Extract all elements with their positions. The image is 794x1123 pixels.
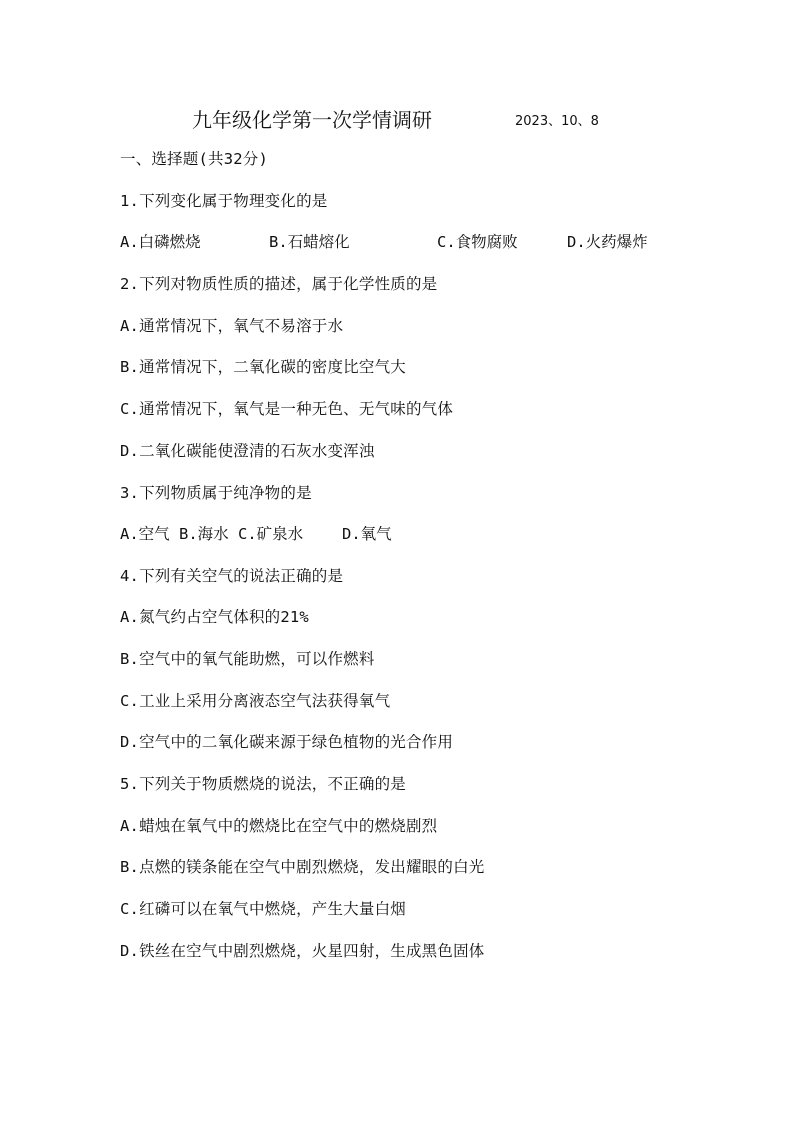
question-2-option-c: C.通常情况下，氧气是一种无色、无气味的气体 [120,400,454,418]
question-5-option-b: B.点燃的镁条能在空气中剧烈燃烧，发出耀眼的白光 [120,858,485,876]
question-5-option-c: C.红磷可以在氧气中燃烧，产生大量白烟 [120,900,406,918]
question-2-option-b: B.通常情况下，二氧化碳的密度比空气大 [120,358,406,376]
question-5-stem: 5.下列关于物质燃烧的说法，不正确的是 [120,775,406,793]
question-1-option-a: A.白磷燃烧 [120,233,201,251]
question-1-option-b: B.石蜡熔化 [269,233,350,251]
question-4-option-b: B.空气中的氧气能助燃，可以作燃料 [120,650,375,668]
question-4-stem: 4.下列有关空气的说法正确的是 [120,567,344,585]
question-3-stem: 3.下列物质属于纯净物的是 [120,484,312,502]
question-4-option-a: A.氮气约占空气体积的21% [120,608,309,626]
question-5-option-d: D.铁丝在空气中剧烈燃烧，火星四射，生成黑色固体 [120,942,485,960]
question-4-option-c: C.工业上采用分离液态空气法获得氧气 [120,692,391,710]
section-heading: 一、选择题(共32分) [120,150,269,168]
question-2-option-d: D.二氧化碳能使澄清的石灰水变浑浊 [120,442,375,460]
question-4-option-d: D.空气中的二氧化碳来源于绿色植物的光合作用 [120,733,454,751]
question-1-option-c: C.食物腐败 [437,233,518,251]
question-3-options-abc: A.空气 B.海水 C.矿泉水 [120,525,304,543]
page-title: 九年级化学第一次学情调研 [192,108,432,132]
question-2-stem: 2.下列对物质性质的描述，属于化学性质的是 [120,275,438,293]
question-1-option-d: D.火药爆炸 [567,233,648,251]
question-5-option-a: A.蜡烛在氧气中的燃烧比在空气中的燃烧剧烈 [120,817,438,835]
question-1-stem: 1.下列变化属于物理变化的是 [120,192,328,210]
exam-date: 2023、10、8 [515,114,599,129]
header [0,106,794,136]
question-2-option-a: A.通常情况下，氧气不易溶于水 [120,317,344,335]
question-3-option-d: D.氧气 [342,525,392,543]
